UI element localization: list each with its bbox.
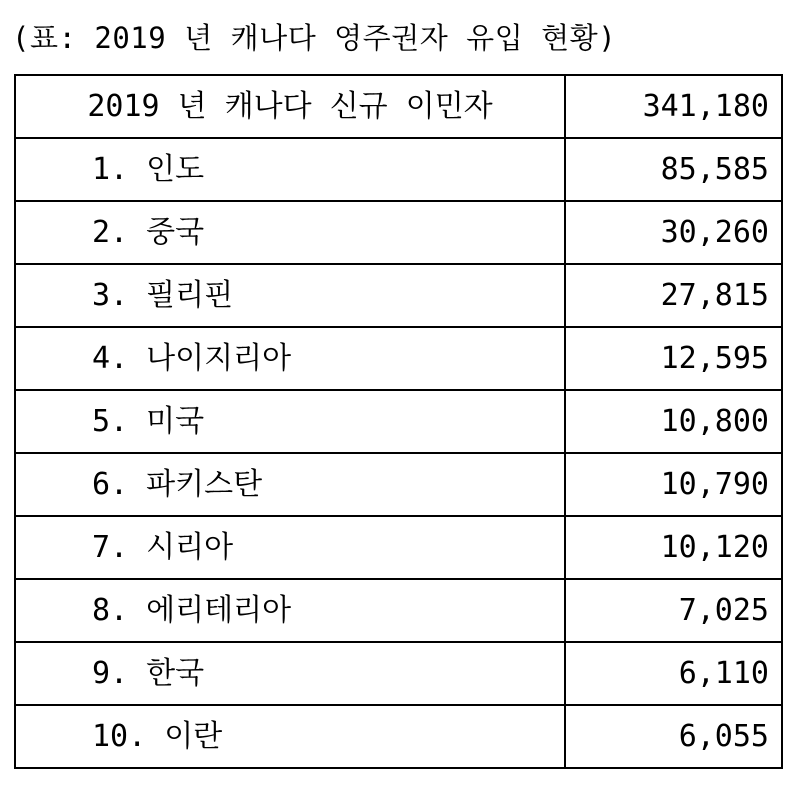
country-label: 4. 나이지리아	[15, 327, 565, 390]
country-value: 10,800	[565, 390, 782, 453]
table-row-total	[15, 75, 782, 138]
country-label: 1. 인도	[15, 138, 565, 201]
country-label: 8. 에리테리아	[15, 579, 565, 642]
country-value: 10,120	[565, 516, 782, 579]
country-label: 6. 파키스탄	[15, 453, 565, 516]
country-label: 5. 미국	[15, 390, 565, 453]
country-value: 85,585	[565, 138, 782, 201]
country-value: 10,790	[565, 453, 782, 516]
table-row	[15, 390, 782, 453]
country-value: 27,815	[565, 264, 782, 327]
total-value: 341,180	[565, 75, 782, 138]
country-value: 7,025	[565, 579, 782, 642]
immigration-table	[14, 74, 783, 769]
country-value: 12,595	[565, 327, 782, 390]
table-row	[15, 453, 782, 516]
table-row	[15, 642, 782, 705]
table-row	[15, 579, 782, 642]
country-label: 7. 시리아	[15, 516, 565, 579]
country-label: 10. 이란	[15, 705, 565, 768]
table-row	[15, 138, 782, 201]
table-row	[15, 327, 782, 390]
total-label: 2019 년 캐나다 신규 이민자	[15, 75, 565, 138]
table-row	[15, 516, 782, 579]
table-row	[15, 201, 782, 264]
country-value: 6,055	[565, 705, 782, 768]
country-label: 3. 필리핀	[15, 264, 565, 327]
country-label: 9. 한국	[15, 642, 565, 705]
table-row	[15, 264, 782, 327]
country-label: 2. 중국	[15, 201, 565, 264]
table-row	[15, 705, 782, 768]
table-caption: (표: 2019 년 캐나다 영주권자 유입 현황)	[12, 21, 617, 55]
country-value: 30,260	[565, 201, 782, 264]
country-value: 6,110	[565, 642, 782, 705]
